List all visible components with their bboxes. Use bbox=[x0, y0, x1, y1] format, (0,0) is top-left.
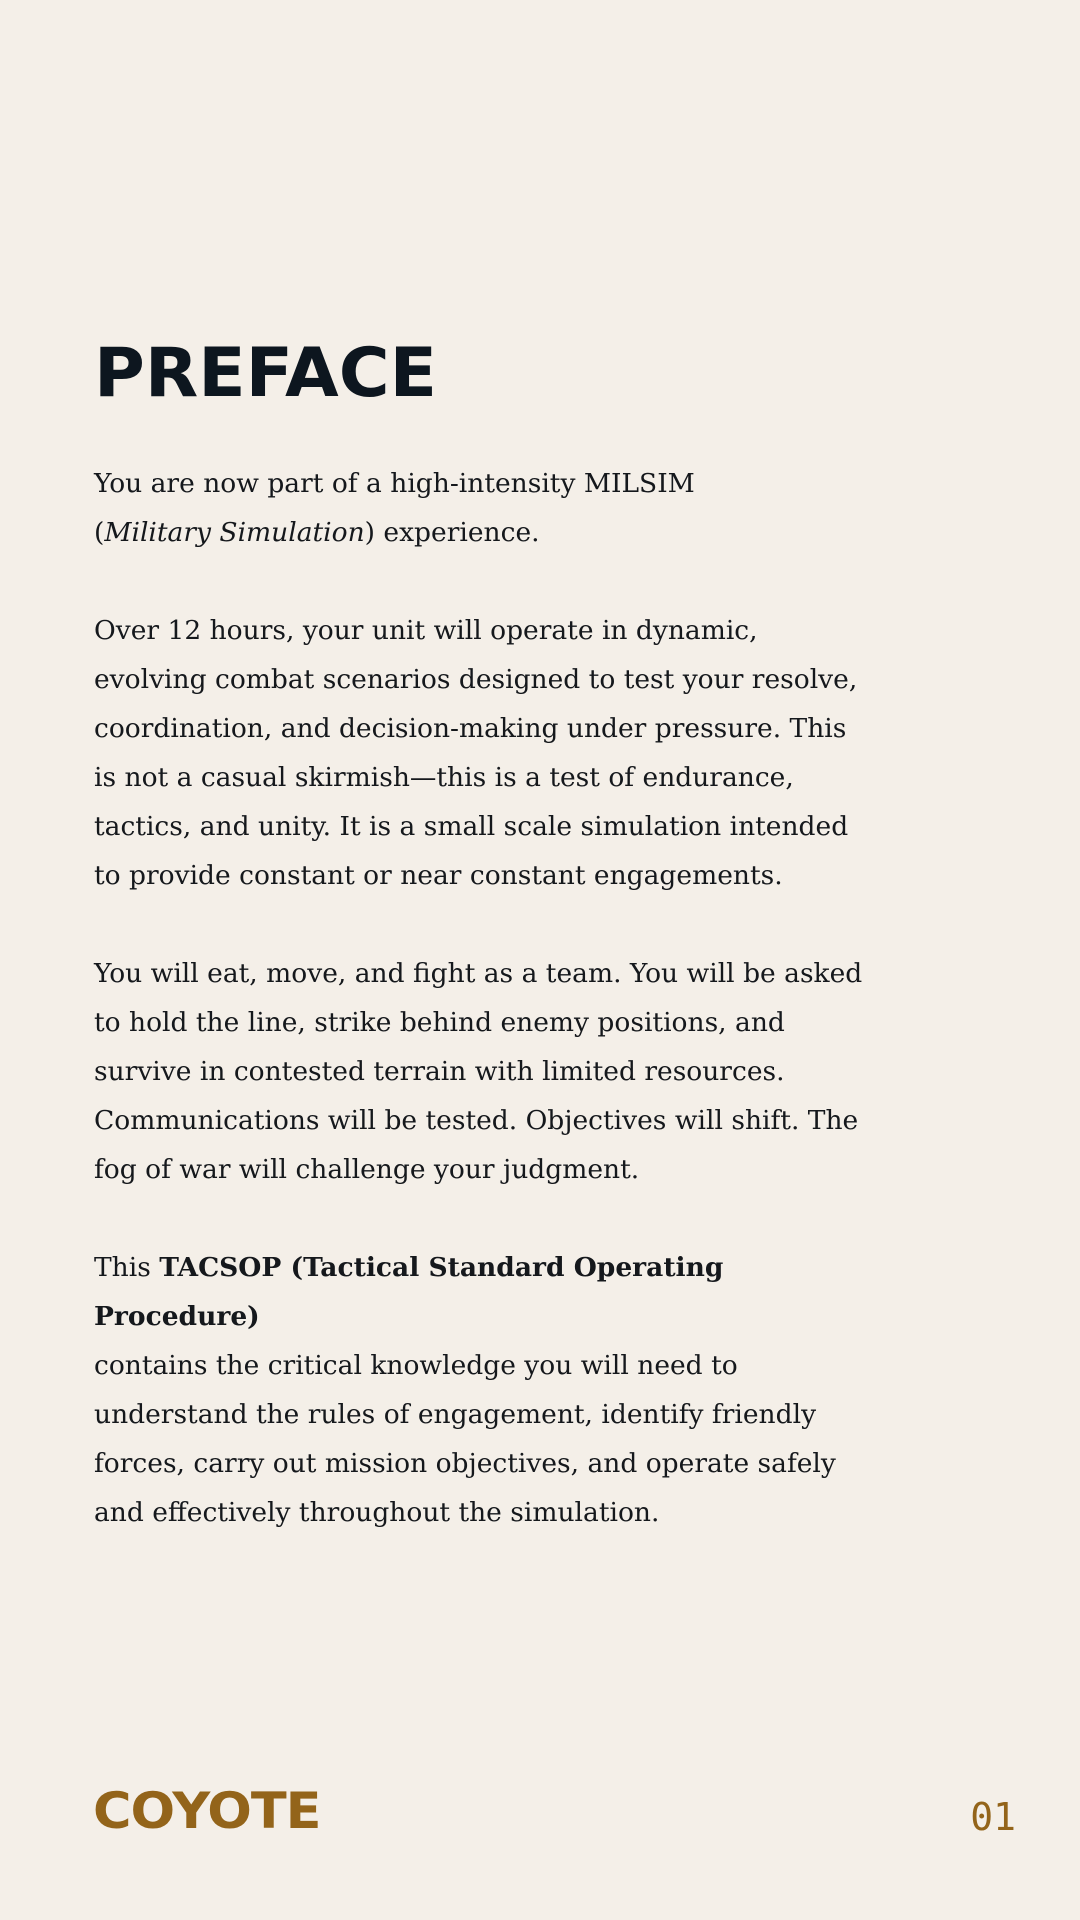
paragraph-overview: Over 12 hours, your unit will operate in dynamic, evolving combat scenarios designed to test your resolve, coordination, and decision-making under pressure. This is not a casual skirmish—this is a test of endurance, tactics, and unity. It is a small scale simulation intended to provide constant or near constant engagements. bbox=[94, 615, 858, 891]
tacsop-rest: contains the critical knowledge you will need to understand the rules of engagement, identify friendly forces, carry out mission objectives, and operate safely and effectively throughout the simulation. bbox=[94, 1350, 836, 1528]
paragraph-intro bbox=[94, 459, 874, 557]
tacsop-bold-term: TACSOP (Tactical Standard Operating Procedure) bbox=[94, 1252, 724, 1332]
paragraph-teamwork: You will eat, move, and fight as a team. You will be asked to hold the line, strike behind enemy positions, and survive in contested terrain with limited resources. Communications will be tested. Objectives will shift. The fog of war will challenge your judgment. bbox=[94, 958, 863, 1185]
page-title: PREFACE bbox=[94, 334, 438, 413]
intro-line-1: You are now part of a high-intensity MILSIM bbox=[94, 468, 695, 499]
coyote-logo: COYOTE bbox=[93, 1782, 321, 1840]
paragraph-tacsop bbox=[94, 1243, 874, 1537]
page-number: 01 bbox=[970, 1795, 1016, 1839]
intro-open-paren: ( bbox=[94, 517, 105, 548]
body-text bbox=[94, 459, 874, 1537]
intro-line-2-rest: ) experience. bbox=[364, 517, 540, 548]
tacsop-lead: This bbox=[94, 1252, 160, 1283]
intro-italic-term: Military Simulation bbox=[104, 517, 365, 548]
